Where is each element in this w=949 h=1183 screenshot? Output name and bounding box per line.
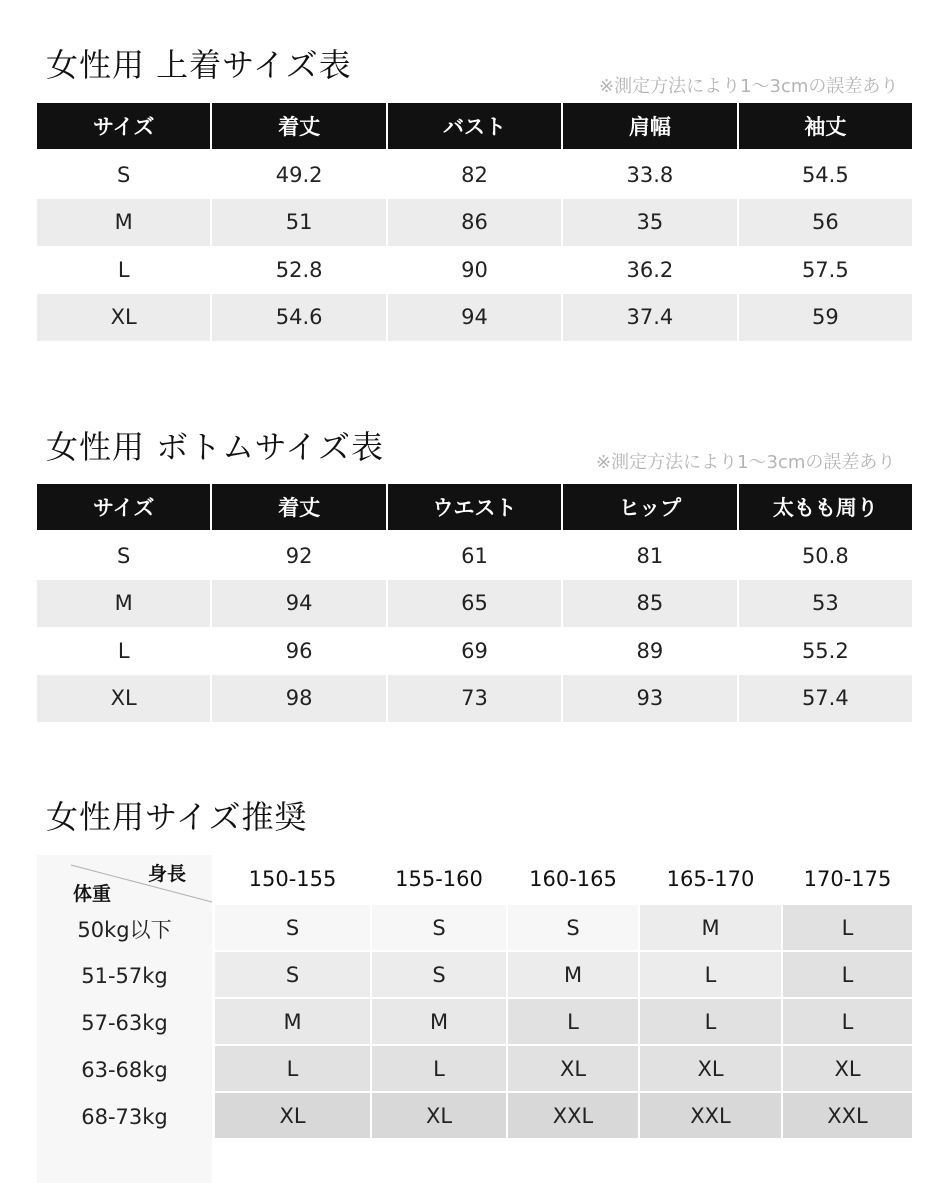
- recommended-size-cell: L: [783, 999, 912, 1044]
- measurement-cell: 56: [737, 199, 912, 247]
- table-row: [37, 627, 912, 675]
- column-header: 肩幅: [561, 103, 736, 149]
- column-header: サイズ: [37, 103, 210, 149]
- column-header: 太もも周り: [737, 484, 912, 530]
- recommended-size-cell: XL: [215, 1093, 370, 1138]
- size-label-cell: L: [117, 638, 130, 663]
- weight-range-header: 68-73kg: [81, 1104, 168, 1129]
- measurement-cell: 65: [386, 580, 561, 628]
- recommend-title: 女性用サイズ推奨: [46, 798, 308, 836]
- table-row: [37, 199, 912, 247]
- table-row: [37, 675, 912, 723]
- measurement-cell: 52.8: [210, 246, 385, 294]
- height-range-header: 155-160: [395, 867, 483, 891]
- measurement-cell: 85: [561, 580, 736, 628]
- measurement-cell: 57.4: [737, 675, 912, 723]
- measurement-cell: 57.5: [737, 246, 912, 294]
- measurement-cell: 69: [386, 627, 561, 675]
- table-row: [37, 246, 912, 294]
- size-label-cell: S: [117, 162, 131, 187]
- bottoms-note: ※測定方法により1〜3cmの誤差あり: [596, 452, 896, 473]
- corner-cell: [37, 855, 212, 903]
- table-row: [37, 580, 912, 628]
- recommended-size-cell: S: [372, 952, 506, 997]
- recommended-size-cell: XL: [372, 1093, 506, 1138]
- measurement-cell: 55.2: [737, 627, 912, 675]
- column-header: 袖丈: [737, 103, 912, 149]
- size-label-cell: S: [117, 543, 131, 568]
- height-range-header: 150-155: [248, 867, 337, 891]
- recommended-size-cell: XXL: [783, 1093, 912, 1138]
- recommended-size-cell: M: [508, 952, 638, 997]
- measurement-cell: 98: [210, 675, 385, 723]
- recommended-size-cell: XXL: [640, 1093, 781, 1138]
- column-header: バスト: [386, 103, 561, 149]
- recommended-size-cell: M: [640, 905, 781, 950]
- measurement-cell: 82: [386, 151, 561, 199]
- weight-axis-label: 体重: [73, 883, 112, 905]
- recommended-size-cell: S: [215, 905, 370, 950]
- measurement-cell: 59: [737, 294, 912, 342]
- bottoms-size-table: [37, 484, 912, 722]
- table-row: [37, 532, 912, 580]
- measurement-cell: 33.8: [561, 151, 736, 199]
- measurement-cell: 92: [210, 532, 385, 580]
- measurement-cell: 36.2: [561, 246, 736, 294]
- height-range-header: 170-175: [803, 867, 892, 891]
- recommended-size-cell: M: [372, 999, 506, 1044]
- column-header: サイズ: [37, 484, 210, 530]
- measurement-cell: 49.2: [210, 151, 385, 199]
- column-header: 着丈: [210, 484, 385, 530]
- measurement-cell: 94: [386, 294, 561, 342]
- tops-title: 女性用 上着サイズ表: [46, 46, 352, 84]
- recommended-size-cell: L: [640, 952, 781, 997]
- recommended-size-cell: XL: [640, 1046, 781, 1091]
- column-header: ヒップ: [561, 484, 736, 530]
- measurement-cell: 73: [386, 675, 561, 723]
- size-label-cell: M: [37, 199, 210, 247]
- size-label-cell: XL: [37, 675, 210, 723]
- size-label-cell: M: [37, 580, 210, 628]
- measurement-cell: 86: [386, 199, 561, 247]
- height-axis-label: 身長: [147, 863, 186, 885]
- recommended-size-cell: XL: [783, 1046, 912, 1091]
- recommend-table: [37, 855, 912, 1183]
- measurement-cell: 96: [210, 627, 385, 675]
- measurement-cell: 50.8: [737, 532, 912, 580]
- height-range-header: 165-170: [666, 867, 755, 891]
- column-header: ウエスト: [386, 484, 561, 530]
- size-label-cell: XL: [37, 294, 210, 342]
- recommended-size-cell: L: [640, 999, 781, 1044]
- measurement-cell: 51: [210, 199, 385, 247]
- recommended-size-cell: L: [783, 905, 912, 950]
- recommended-size-cell: S: [508, 905, 638, 950]
- measurement-cell: 89: [561, 627, 736, 675]
- table-row: [37, 151, 912, 199]
- measurement-cell: 94: [210, 580, 385, 628]
- weight-range-header: 51-57kg: [81, 963, 168, 988]
- recommended-size-cell: S: [215, 952, 370, 997]
- size-label-cell: L: [117, 257, 130, 282]
- measurement-cell: 35: [561, 199, 736, 247]
- recommended-size-cell: S: [372, 905, 506, 950]
- table-row: [37, 294, 912, 342]
- bottoms-title: 女性用 ボトムサイズ表: [46, 428, 384, 466]
- recommended-size-cell: L: [372, 1046, 506, 1091]
- measurement-cell: 54.6: [210, 294, 385, 342]
- measurement-cell: 37.4: [561, 294, 736, 342]
- table-header-row: [37, 103, 912, 149]
- measurement-cell: 61: [386, 532, 561, 580]
- measurement-cell: 93: [561, 675, 736, 723]
- measurement-cell: 90: [386, 246, 561, 294]
- table-header-row: [37, 484, 912, 530]
- measurement-cell: 54.5: [737, 151, 912, 199]
- recommended-size-cell: M: [215, 999, 370, 1044]
- measurement-cell: 81: [561, 532, 736, 580]
- weight-range-header: 50kg以下: [77, 917, 172, 942]
- weight-range-header: 57-63kg: [81, 1010, 168, 1035]
- measurement-cell: 53: [737, 580, 912, 628]
- recommended-size-cell: XL: [508, 1046, 638, 1091]
- tops-note: ※測定方法により1〜3cmの誤差あり: [599, 76, 899, 97]
- height-range-header: 160-165: [529, 867, 617, 891]
- recommended-size-cell: L: [783, 952, 912, 997]
- recommended-size-cell: L: [215, 1046, 370, 1091]
- weight-range-header: 63-68kg: [81, 1057, 168, 1082]
- column-header: 着丈: [210, 103, 385, 149]
- recommended-size-cell: XXL: [508, 1093, 638, 1138]
- recommended-size-cell: L: [508, 999, 638, 1044]
- tops-size-table: [37, 103, 912, 341]
